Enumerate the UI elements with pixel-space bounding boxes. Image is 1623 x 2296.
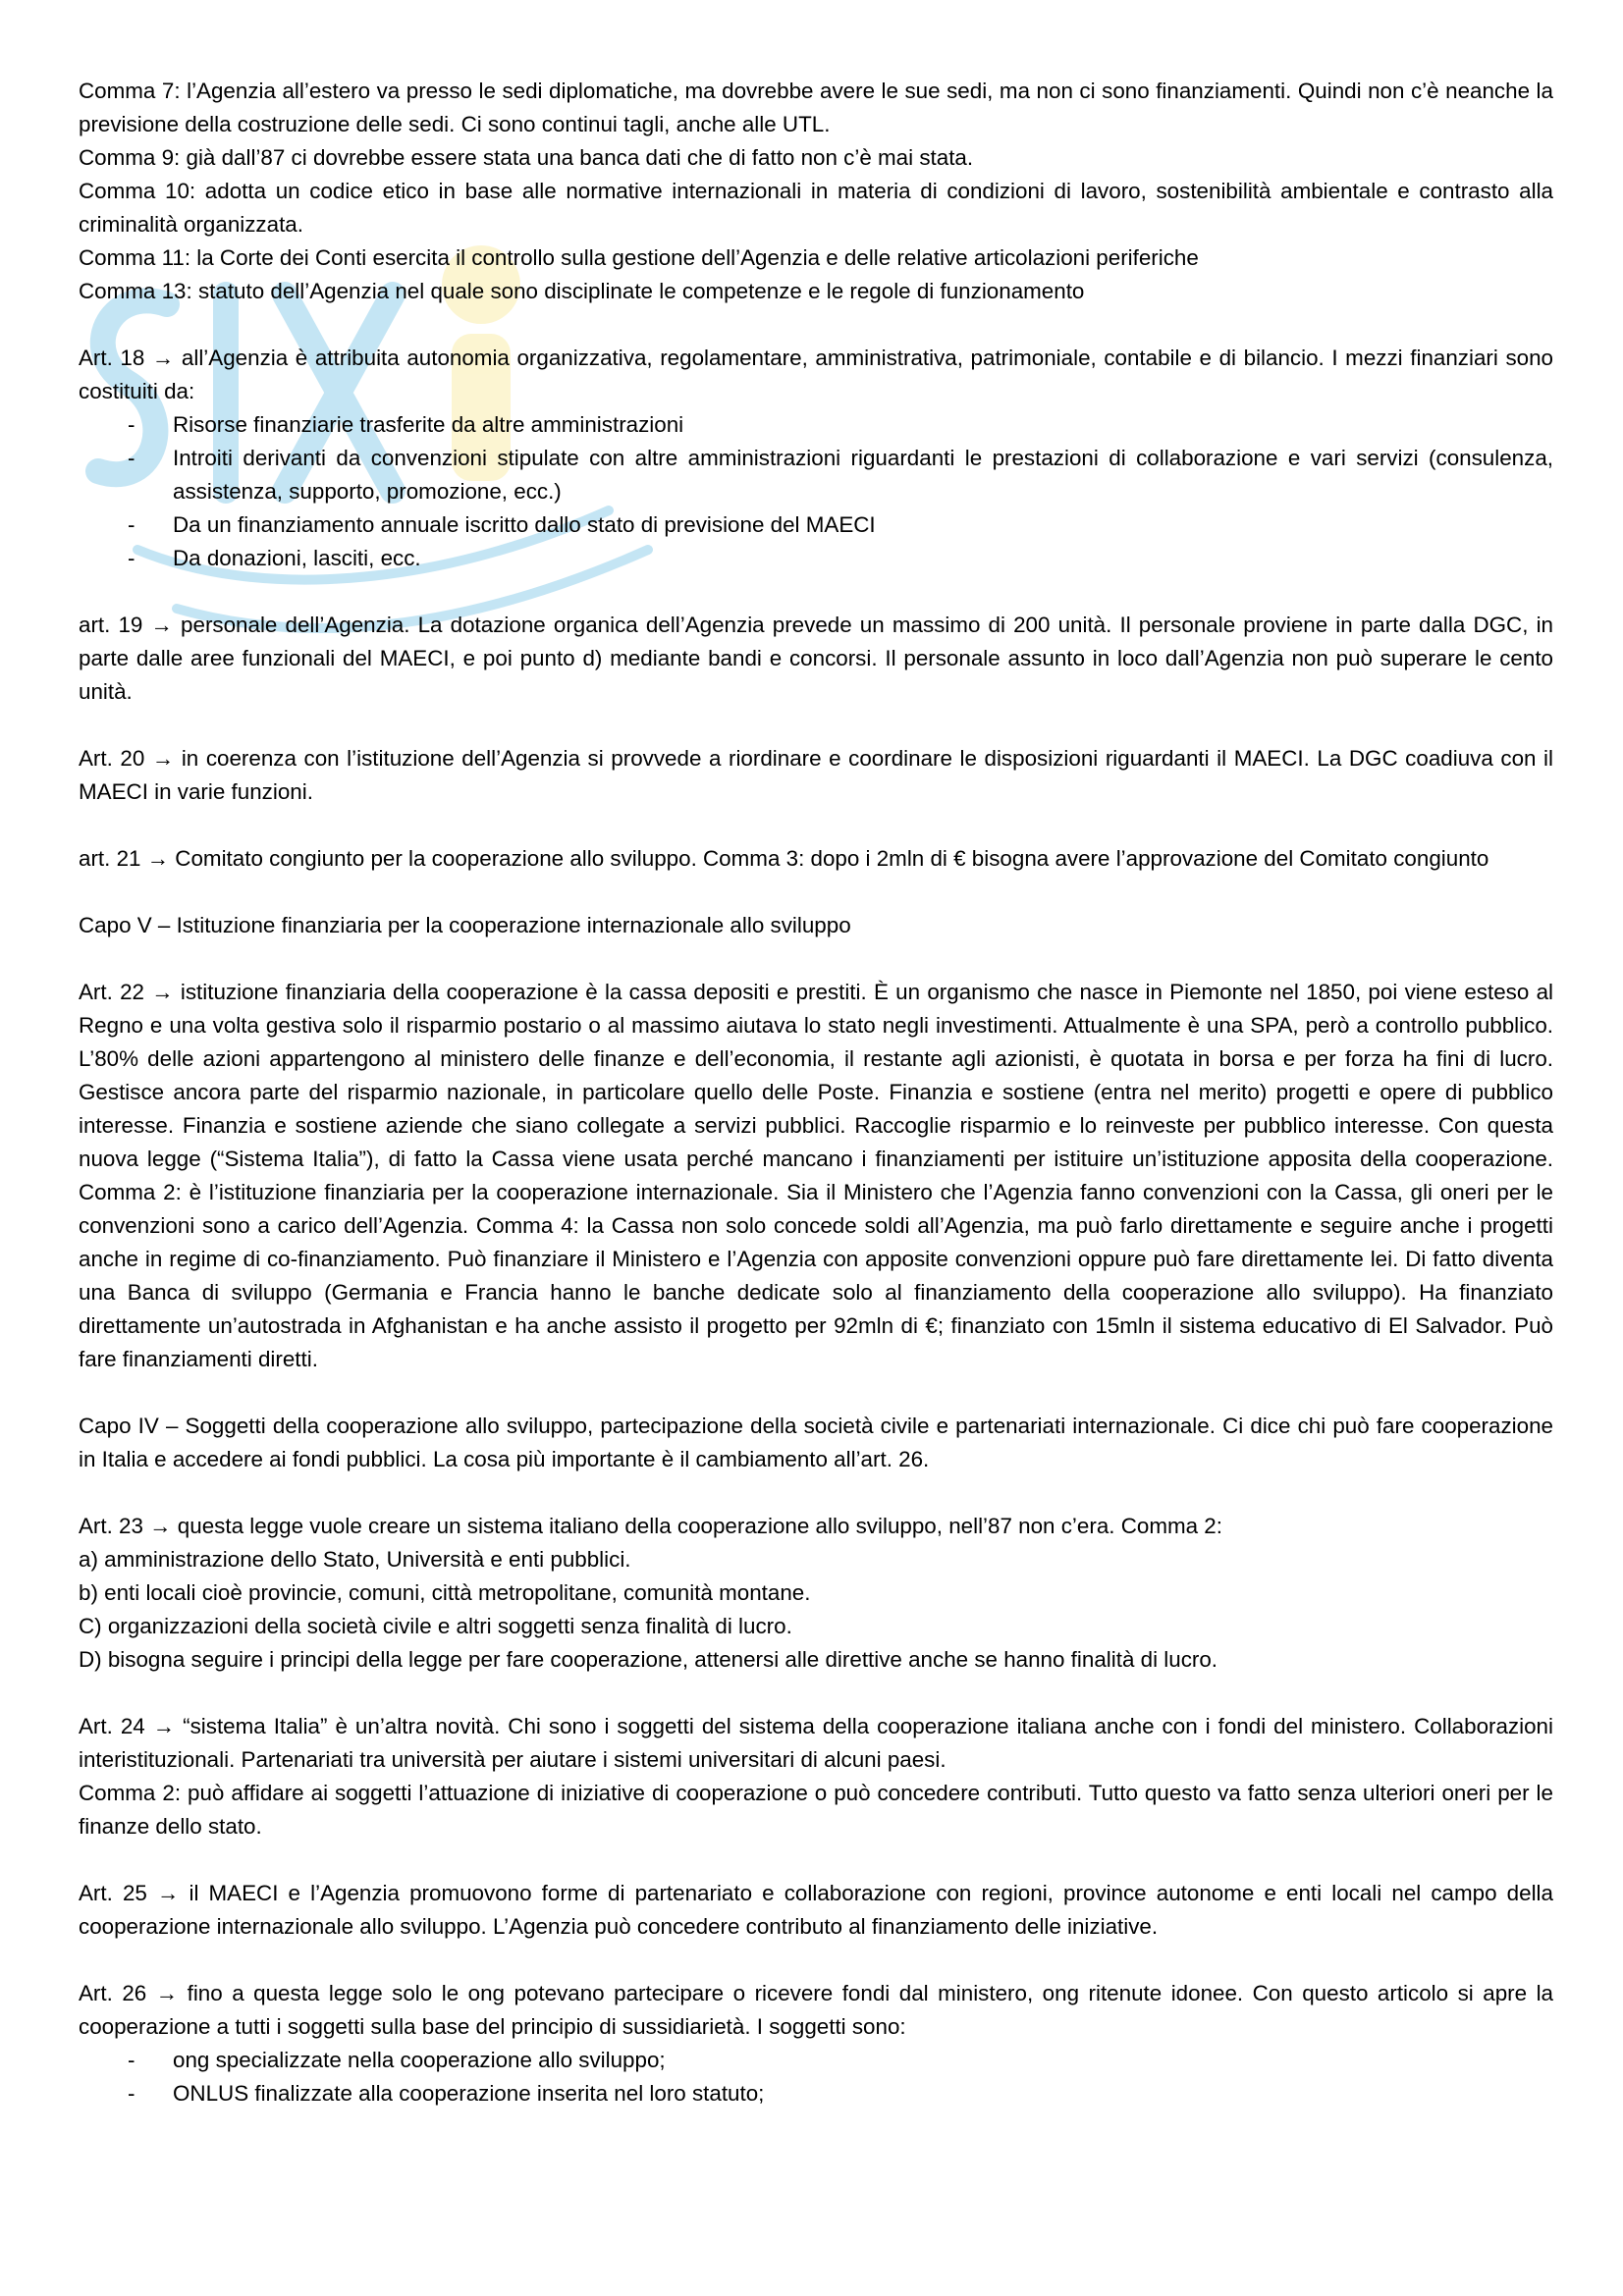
art-23-intro: Art. 23 → questa legge vuole creare un sistema italiano della cooperazione allo sviluppo, nell’87 non c’era. Comma 2: [79, 1514, 1222, 1538]
capo-iv-paragraph: Capo IV – Soggetti della cooperazione allo sviluppo, partecipazione della società civile e partenariati internazionale. Ci dice chi può fare cooperazione in Italia e accedere ai fondi pubblici. La cosa più importante è il cambiamento all’art. 26. [79, 1414, 1553, 1471]
art-21-paragraph: art. 21 → Comitato congiunto per la cooperazione allo sviluppo. Comma 3: dopo i 2mln di € bisogna avere l’approvazione del Comitato congiunto [79, 846, 1489, 871]
art-23-section [79, 1510, 1553, 1677]
art-24-section [79, 1710, 1553, 1843]
commi-section [79, 75, 1553, 308]
art-23-line-a: a) amministrazione dello Stato, Università e enti pubblici. [79, 1547, 631, 1572]
comma-11: Comma 11: la Corte dei Conti esercita il controllo sulla gestione dell’Agenzia e delle relative articolazioni periferiche [79, 245, 1199, 270]
art-19-paragraph: art. 19 → personale dell’Agenzia. La dotazione organica dell’Agenzia prevede un massimo di 200 unità. Il personale proviene in parte dalla DGC, in parte dalle aree funzionali del MAECI, e poi punto d) mediante bandi e concorsi. Il personale assunto in loco dall’Agenzia non può superare le cento unità. [79, 613, 1553, 704]
list-item: - Risorse finanziarie trasferite da altre amministrazioni [79, 408, 1553, 442]
art-23-line-c: C) organizzazioni della società civile e altri soggetti senza finalità di lucro. [79, 1614, 792, 1638]
art-26-list [79, 2044, 1553, 2110]
art-23-line-d: D) bisogna seguire i principi della legge per fare cooperazione, attenersi alle direttive anche se hanno finalità di lucro. [79, 1647, 1218, 1672]
list-item: - Da un finanziamento annuale iscritto dallo stato di previsione del MAECI [79, 508, 1553, 542]
art-22-paragraph: Art. 22 → istituzione finanziaria della cooperazione è la cassa depositi e prestiti. È un organismo che nasce in Piemonte nel 1850, poi viene esteso al Regno e una volta gestiva solo il risparmio postario o al massimo aiutava lo stato negli investimenti. Attualmente è una SPA, però a controllo pubblico. L’80% delle azioni appartengono al ministero delle finanze e dell’economia, il restante agli azionisti, è quotata in borsa e per forza ha fini di lucro. Gestisce ancora parte del risparmio nazionale, in particolare quello delle Poste. Finanzia e sostiene (entra nel merito) progetti e opere di pubblico interesse. Finanzia e sostiene aziende che siano collegate a servizi pubblici. Raccoglie risparmio e lo reinveste per pubblico interesse. Con questa nuova legge (“Sistema Italia”), di fatto la Cassa viene usata perché mancano i finanziamenti per istituire un’istituzione apposita della cooperazione. Comma 2: è l’istituzione finanziaria per la cooperazione internazionale. Sia il Ministero che l’Agenzia fanno convenzioni con la Cassa, gli oneri per le convenzioni sono a carico dell’Agenzia. Comma 4: la Cassa non solo concede soldi all’Agenzia, ma può farlo direttamente e seguire anche i progetti anche in regime di co-finanziamento. Può finanziare il Ministero e l’Agenzia con apposite convenzioni oppure può fare direttamente lei. Di fatto diventa una Banca di sviluppo (Germania e Francia hanno le banche dedicate solo al finanziamento della cooperazione allo sviluppo). Ha finanziato direttamente un’autostrada in Afghanistan e ha anche assisto il progetto per 92mln di €; finanziato con 15mln il sistema educativo di El Salvador. Può fare finanziamenti diretti. [79, 980, 1553, 1371]
list-item: - Introiti derivanti da convenzioni stipulate con altre amministrazioni riguardanti le prestazioni di collaborazione e vari servizi (consulenza, assistenza, supporto, promozione, ecc.) [79, 442, 1553, 508]
comma-7: Comma 7: l’Agenzia all’estero va presso le sedi diplomatiche, ma dovrebbe avere le sue sedi, ma non ci sono finanziamenti. Quindi non c’è neanche la previsione della costruzione delle sedi. Ci sono continui tagli, anche alle UTL. [79, 79, 1553, 136]
art-24-comma-2: Comma 2: può affidare ai soggetti l’attuazione di iniziative di cooperazione o può concedere contributi. Tutto questo va fatto senza ulteriori oneri per le finanze dello stato. [79, 1781, 1553, 1839]
capo-v-heading: Capo V – Istituzione finanziaria per la cooperazione internazionale allo sviluppo [79, 913, 851, 937]
comma-13: Comma 13: statuto dell’Agenzia nel quale sono disciplinate le competenze e le regole di funzionamento [79, 279, 1085, 303]
art-26-text: Art. 26 → fino a questa legge solo le ong potevano partecipare o ricevere fondi dal ministero, ong ritenute idonee. Con questo articolo si apre la cooperazione a tutti i soggetti sulla base del principio di sussidiarietà. I soggetti sono: [79, 1981, 1553, 2039]
art-25-paragraph: Art. 25 → il MAECI e l’Agenzia promuovono forme di partenariato e collaborazione con regioni, province autonome e enti locali nel campo della cooperazione internazionale allo sviluppo. L’Agenzia può concedere contributo al finanziamento delle iniziative. [79, 1881, 1553, 1939]
art-18-section [79, 342, 1553, 575]
art-23-line-b: b) enti locali cioè provincie, comuni, città metropolitane, comunità montane. [79, 1580, 811, 1605]
list-item: - Da donazioni, lasciti, ecc. [79, 542, 1553, 575]
comma-9: Comma 9: già dall’87 ci dovrebbe essere stata una banca dati che di fatto non c’è mai stata. [79, 145, 974, 170]
document-page [79, 75, 1553, 2144]
art-18-text: Art. 18 → all’Agenzia è attribuita autonomia organizzativa, regolamentare, amministrativa, patrimoniale, contabile e di bilancio. I mezzi finanziari sono costituiti da: [79, 346, 1553, 403]
art-24-text: Art. 24 → “sistema Italia” è un’altra novità. Chi sono i soggetti del sistema della cooperazione italiana anche con i fondi del ministero. Collaborazioni interistituzionali. Partenariati tra università per aiutare i sistemi universitari di alcuni paesi. [79, 1714, 1553, 1772]
list-item: - ong specializzate nella cooperazione allo sviluppo; [79, 2044, 1553, 2077]
art-18-list [79, 408, 1553, 575]
list-item: - ONLUS finalizzate alla cooperazione inserita nel loro statuto; [79, 2077, 1553, 2110]
art-20-paragraph: Art. 20 → in coerenza con l’istituzione dell’Agenzia si provvede a riordinare e coordinare le disposizioni riguardanti il MAECI. La DGC coadiuva con il MAECI in varie funzioni. [79, 746, 1553, 804]
art-26-section [79, 1977, 1553, 2110]
comma-10: Comma 10: adotta un codice etico in base alle normative internazionali in materia di condizioni di lavoro, sostenibilità ambientale e contrasto alla criminalità organizzata. [79, 179, 1553, 237]
